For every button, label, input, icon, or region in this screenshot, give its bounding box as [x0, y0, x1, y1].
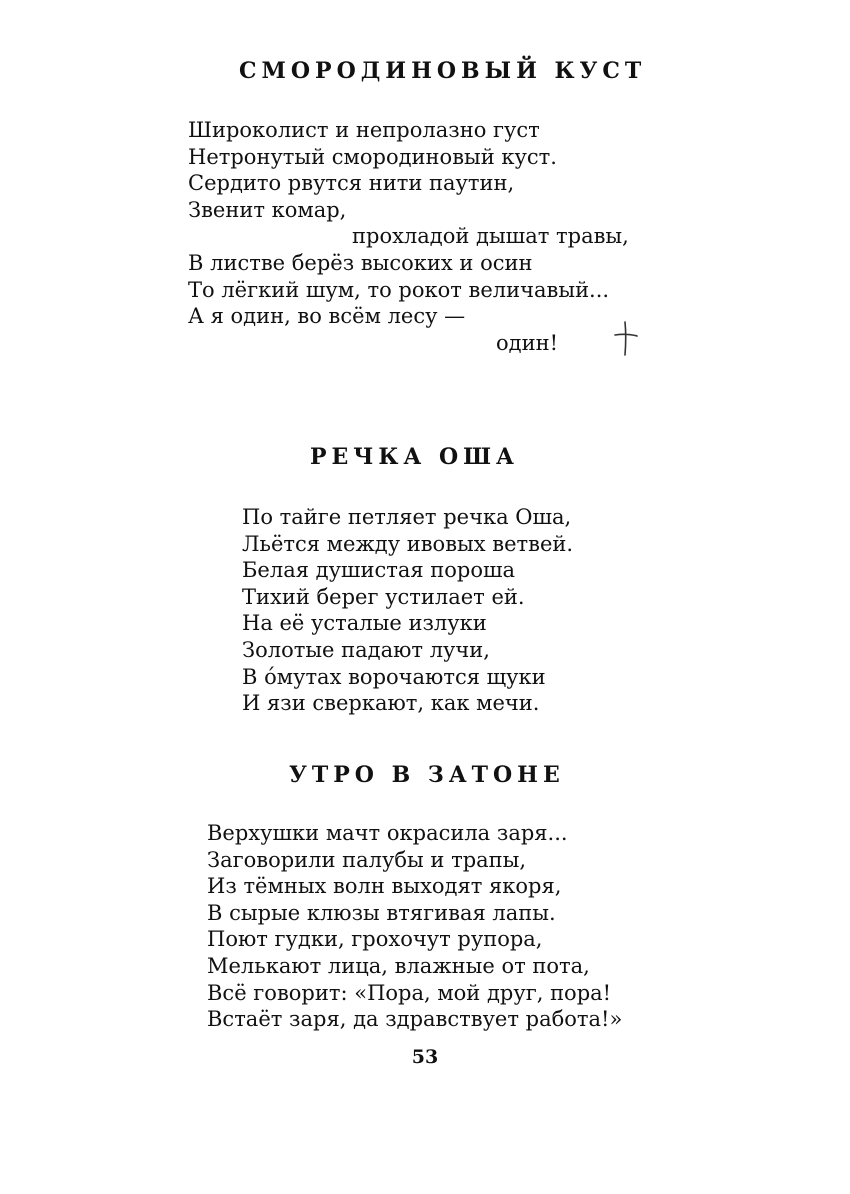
- poem-line: Мелькают лица, влажные от пота,: [207, 953, 590, 978]
- poem-line: Встаёт заря, да здравствует работа!»: [207, 1007, 623, 1032]
- poem-line: Широколист и непролазно густ: [188, 118, 540, 142]
- poem-line: В листве берёз высоких и осин: [188, 250, 533, 275]
- poem-line: Из тёмных волн выходят якоря,: [207, 874, 562, 899]
- poem-line: Сердито рвутся нити паутин,: [188, 171, 515, 196]
- poem-line: Льётся между ивовых ветвей.: [242, 531, 574, 556]
- poem-line: Верхушки мачт окрасила заря...: [207, 821, 568, 845]
- poem-line: прохладой дышат травы,: [352, 224, 629, 249]
- poem-line: В сырые клюзы втягивая лапы.: [207, 900, 556, 925]
- poem-line: Нетронутый смородиновый куст.: [188, 144, 557, 169]
- poem-line: Поют гудки, грохочут рупора,: [207, 927, 543, 952]
- poem-body-rechka-osha: [242, 504, 573, 717]
- poem-title-utro-v-zatone: УТРО В ЗАТОНЕ: [289, 762, 565, 788]
- poem-body-smorodinovy-kust: [188, 117, 629, 356]
- page-number: 53: [411, 1046, 439, 1068]
- handwritten-cross-mark: [612, 318, 640, 358]
- poem-line: Всё говорит: «Пора, мой друг, пора!: [207, 980, 612, 1005]
- poem-line: Белая душистая пороша: [242, 558, 516, 583]
- poem-title-smorodinovy-kust: СМОРОДИНОВЫЙ КУСТ: [239, 58, 647, 84]
- poem-line: И язи сверкают, как мечи.: [242, 691, 540, 716]
- poem-line: Тихий берег устилает ей.: [242, 584, 525, 609]
- poem-line: Звенит комар,: [188, 197, 347, 222]
- poem-line: По тайге петляет речка Оша,: [242, 505, 572, 529]
- poem-line: То лёгкий шум, то рокот величавый...: [188, 277, 610, 302]
- poem-line: Золотые падают лучи,: [242, 637, 490, 662]
- poem-line: А я один, во всём лесу —: [188, 304, 466, 329]
- poem-line: Заговорили палубы и трапы,: [207, 847, 527, 872]
- poem-line: В о́мутах ворочаются щуки: [242, 664, 546, 689]
- poem-line: один!: [496, 330, 559, 355]
- poem-line: На её усталые излуки: [242, 611, 487, 636]
- poem-title-rechka-osha: РЕЧКА ОША: [310, 444, 519, 470]
- poem-body-utro-v-zatone: [207, 820, 622, 1033]
